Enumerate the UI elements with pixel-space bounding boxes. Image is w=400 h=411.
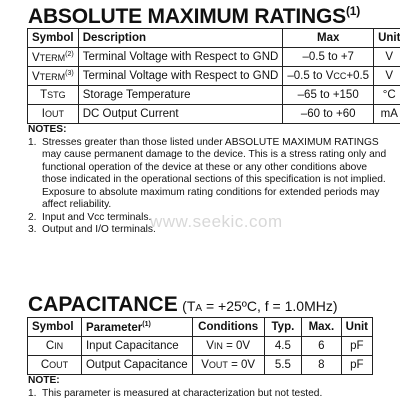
cap-header-max: Max.: [302, 318, 342, 337]
amr-description: DC Output Current: [78, 105, 283, 124]
watermark: www.seekic.com: [150, 212, 283, 231]
amr-header-row: [28, 29, 400, 48]
cap-unit: pF: [341, 356, 372, 375]
cap-header-row: [28, 318, 373, 337]
table-row: [28, 356, 373, 375]
amr-unit: mA: [374, 105, 400, 124]
table-row: [28, 105, 400, 124]
amr-unit: °C: [374, 86, 400, 105]
notes-title: NOTES:: [28, 124, 67, 135]
cap-conditions: VOUT = 0V: [192, 356, 264, 375]
cap-parameter: Input Capacitance: [81, 337, 192, 356]
note-item: 1. This parameter is measured at characterization but not tested.: [28, 387, 323, 399]
cap-header-parameter: Parameter$^{(1)}$: [81, 318, 192, 337]
amr-symbol: VTERM$^{(3)}$: [28, 67, 79, 86]
cap-parameter: Output Capacitance: [81, 356, 192, 375]
note-item: 1. Stresses greater than those listed under ABSOLUTE MAXIMUM RATINGS may cause permanent damage to the device. This is a stress rating only and functional operation of the device at these or any other conditions above those indicated in the operational sections of this specification is not implied. Exposure to absolute maximum rating conditions for extended periods may affect reliability.: [28, 136, 387, 210]
amr-max: –0.5 to VCC+0.5: [283, 67, 374, 86]
amr-header-max: Max: [283, 29, 374, 48]
cap-max: 8: [302, 356, 342, 375]
cap-conditions: VIN = 0V: [192, 337, 264, 356]
table-row: [28, 67, 400, 86]
amr-max: –65 to +150: [283, 86, 374, 105]
amr-symbol: VTERM$^{(2)}$: [28, 48, 79, 67]
amr-description: Terminal Voltage with Respect to GND: [78, 48, 283, 67]
amr-description: Storage Temperature: [78, 86, 283, 105]
cap-typ: 5.5: [264, 356, 301, 375]
amr-title: ABSOLUTE MAXIMUM RATINGS$^{(1)}$: [28, 4, 361, 28]
cap-unit: pF: [341, 337, 372, 356]
table-row: [28, 48, 400, 67]
amr-max: –60 to +60: [283, 105, 374, 124]
cap-symbol: CIN: [28, 337, 82, 356]
cap-typ: 4.5: [264, 337, 301, 356]
amr-description: Terminal Voltage with Respect to GND: [78, 67, 283, 86]
amr-unit: V: [374, 48, 400, 67]
note-item: 2. Input and Vcc terminals.: [28, 211, 152, 223]
amr-table: [27, 28, 400, 124]
cap-symbol: COUT: [28, 356, 82, 375]
amr-symbol: IOUT: [28, 105, 79, 124]
capacitance-table: [27, 317, 373, 375]
cap-header-symbol: Symbol: [28, 318, 82, 337]
amr-symbol: TSTG: [28, 86, 79, 105]
cap-max: 6: [302, 337, 342, 356]
amr-unit: V: [374, 67, 400, 86]
amr-header-description: Description: [78, 29, 283, 48]
capacitance-notes: [28, 375, 390, 400]
amr-header-unit: Unit: [374, 29, 400, 48]
table-row: [28, 337, 373, 356]
amr-header-symbol: Symbol: [28, 29, 79, 48]
table-row: [28, 86, 400, 105]
cap-header-conditions: Conditions: [192, 318, 264, 337]
notes-title: NOTE:: [28, 375, 60, 386]
capacitance-title: CAPACITANCE (TA = +25ºC, f = 1.0MHz): [28, 293, 338, 316]
amr-max: –0.5 to +7: [283, 48, 374, 67]
amr-title-note: (1): [345, 4, 361, 18]
note-item: 3. Output and I/O terminals.: [28, 224, 156, 235]
cap-header-typ: Typ.: [264, 318, 301, 337]
cap-header-unit: Unit: [341, 318, 372, 337]
